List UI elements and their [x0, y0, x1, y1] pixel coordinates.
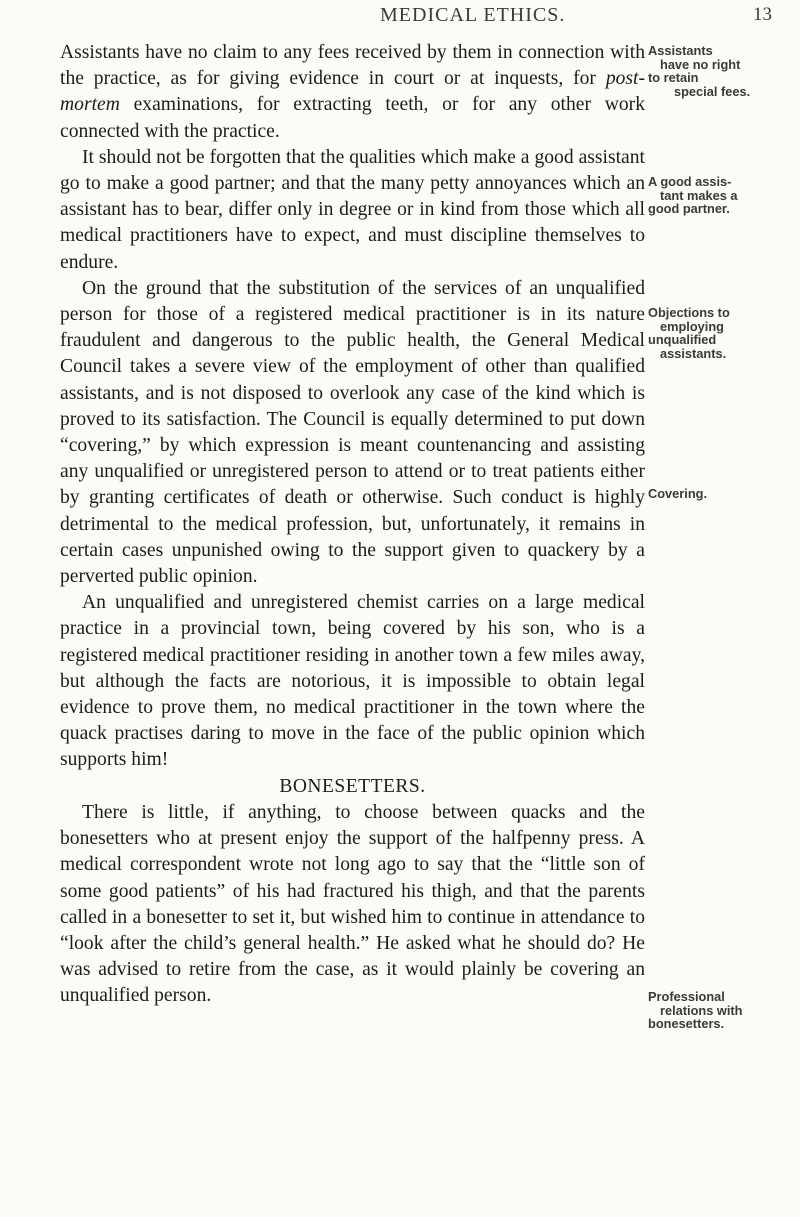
paragraph-unqualified-assistants: On the ground that the substitution of the services of an unqualified person for those of a registered medical practitioner is in its nature fraudulent and dangerous to the public health, the General Medical Council takes a severe view of the employment of other than qualified assistants, and is not disposed to overlook any case of the kind which is proved to its satisfaction. The Council is equally determined to put down “covering,” by which expression is meant countenancing and assisting any unqualified or unregistered person to attend or to treat patients either by granting certificates of death or otherwise. Such conduct is highly detrimental to the medical profession, but, unfortunately, it remains in certain cases unpunished owing to the support given to quackery by a perverted public opinion. — [60, 277, 645, 588]
paragraph-good-assistant: It should not be forgotten that the qualities which make a good assistant go to make a good partner; and that the many petty annoyances which an assistant has to bear, differ only in degree or in kind from those which all medical practitioners have to expect, and must discipline themselves to endure. — [60, 146, 645, 273]
margin-note-objections: Objections to employing unqualified assistants. — [648, 305, 730, 361]
page-header — [0, 4, 800, 28]
paragraph-assistants-fees: Assistants have no claim to any fees received by them in connection with the practice, as for giving evidence in court or at inquests, for post-mortem examinations, for extracting teeth, or for any other work connected with the practice. — [60, 42, 645, 142]
margin-note-covering: Covering. — [648, 486, 708, 501]
italic-term: post-mortem — [60, 68, 645, 116]
section-heading-bonesetters: BONESETTERS. — [279, 775, 426, 797]
page-number: 13 — [753, 4, 772, 25]
running-title: MEDICAL ETHICS. — [380, 4, 566, 26]
margin-note-assistants-fees: Assistants have no right to retain special fees. — [648, 43, 751, 99]
margin-note-bonesetters: Professional relations with bonesetters. — [648, 989, 743, 1032]
main-text-column — [60, 40, 645, 1010]
paragraph-chemist-example: An unqualified and unregistered chemist carries on a large medical practice in a provincial town, being covered by his son, who is a registered medical practitioner residing in another town a few miles away, but although the facts are notorious, it is impossible to obtain legal evidence to prove them, no medical practitioner in the town where the quack practises daring to move in the face of the public opinion which supports him! — [60, 592, 645, 771]
margin-note-good-partner: A good assis- tant makes a good partner. — [648, 174, 738, 217]
paragraph-bonesetters: There is little, if anything, to choose between quacks and the bonesetters who at present enjoy the support of the halfpenny press. A medical correspondent wrote not long ago to say that the “little son of some good patients” of his had fractured his thigh, and that the parents called in a bonesetter to set it, but wished him to continue in attendance to “look after the child’s general health.” He asked what he should do? He was advised to retire from the case, as it would plainly be covering an unqualified person. — [60, 801, 645, 1007]
